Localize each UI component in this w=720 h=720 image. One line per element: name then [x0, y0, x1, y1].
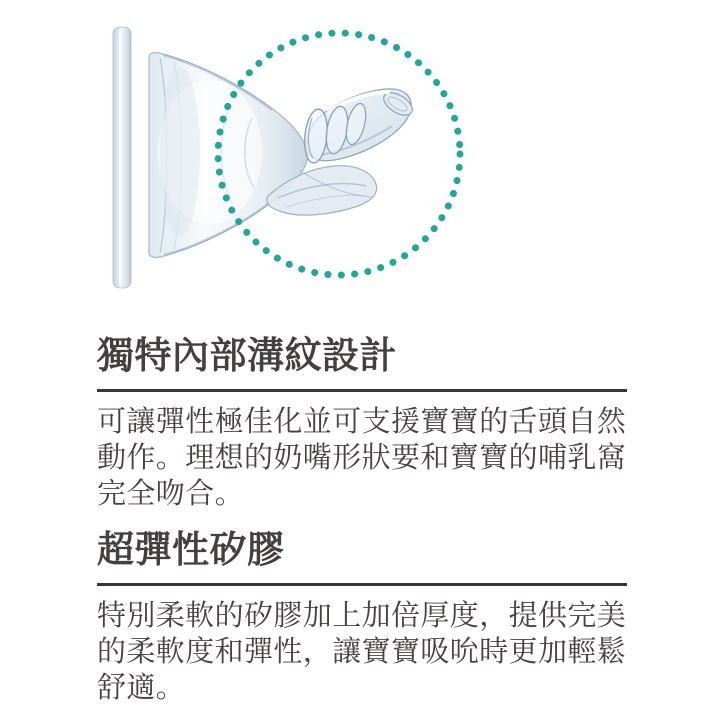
teat-illustration — [0, 0, 720, 330]
teat-flange — [113, 27, 131, 288]
heading-divider — [97, 389, 627, 392]
feature-descriptions — [97, 336, 627, 706]
body-line: 動作。理想的奶嘴形狀要和寶寶的哺乳窩 — [97, 442, 627, 474]
teat-base-dome — [149, 53, 308, 258]
feature-section-groove-design — [97, 336, 627, 512]
body-line: 舒適。 — [97, 672, 186, 704]
body-line: 可讓彈性極佳化並可支援寶寶的舌頭自然 — [97, 406, 627, 438]
body-line: 特別柔軟的矽膠加上加倍厚度，提供完美 — [97, 600, 627, 632]
section-body — [97, 404, 627, 512]
section-body — [97, 598, 627, 706]
section-heading: 超彈性矽膠 — [97, 529, 285, 570]
body-line: 完全吻合。 — [97, 478, 245, 510]
section-heading: 獨特內部溝紋設計 — [97, 335, 397, 376]
feature-section-elastic-silicone — [97, 530, 627, 706]
product-photo — [0, 0, 720, 330]
heading-divider — [97, 583, 627, 586]
body-line: 的柔軟度和彈性，讓寶寶吸吮時更加輕鬆 — [97, 636, 627, 668]
